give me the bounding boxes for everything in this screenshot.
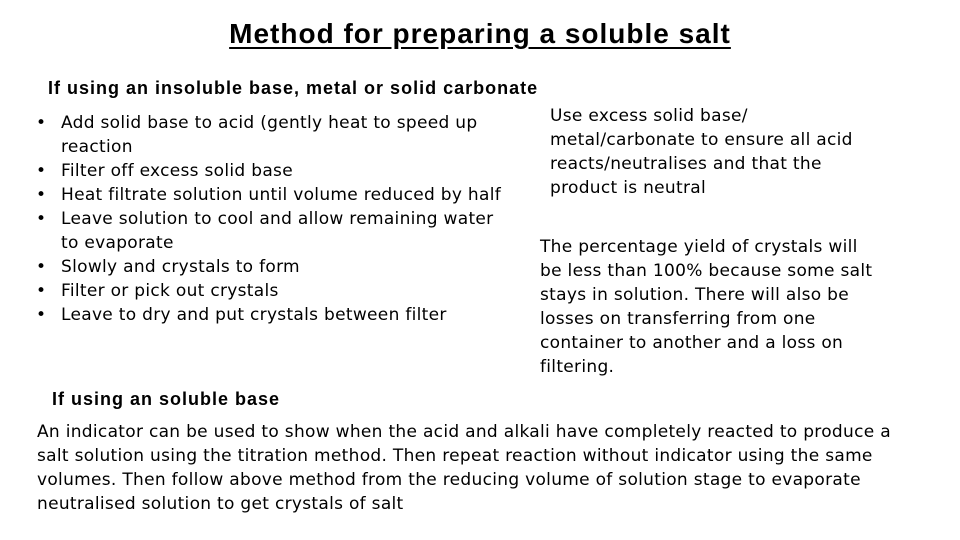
method-step-text: Filter off excess solid base <box>61 161 293 181</box>
bullet-icon: • <box>36 257 47 277</box>
method-step <box>36 207 516 255</box>
bullet-icon: • <box>36 209 47 229</box>
section-heading-insoluble-base: If using an insoluble base, metal or solid carbonate <box>48 78 539 98</box>
method-step <box>36 159 516 183</box>
page-title: Method for preparing a soluble salt <box>229 18 731 49</box>
bullet-icon: • <box>36 305 47 325</box>
method-step-text: Slowly and crystals to form <box>61 257 300 277</box>
method-step-text: Leave solution to cool and allow remaining water to evaporate <box>61 209 494 253</box>
method-steps-list <box>36 111 516 327</box>
method-step <box>36 183 516 207</box>
percentage-yield-note: The percentage yield of crystals will be less than 100% because some salt stays in solution. There will also be losses on transferring from one container to another and a loss on filtering. <box>540 237 873 377</box>
bullet-icon: • <box>36 281 47 301</box>
bullet-icon: • <box>36 161 47 181</box>
method-step <box>36 255 516 279</box>
method-step-text: Filter or pick out crystals <box>61 281 279 301</box>
method-step-text: Add solid base to acid (gently heat to speed up reaction <box>61 113 478 157</box>
bullet-icon: • <box>36 185 47 205</box>
method-step <box>36 279 516 303</box>
titration-method-paragraph: An indicator can be used to show when the acid and alkali have completely reacted to produce a salt solution using the titration method. Then repeat reaction without indicator using the same volumes. Then follow above method from the reducing volume of solution stage to evaporate neutralised solution to get crystals of salt <box>37 422 891 514</box>
method-step-text: Heat filtrate solution until volume reduced by half <box>61 185 502 205</box>
method-step-text: Leave to dry and put crystals between filter <box>61 305 447 325</box>
bullet-icon: • <box>36 113 47 133</box>
excess-reactant-note: Use excess solid base/ metal/carbonate to ensure all acid reacts/neutralises and that the product is neutral <box>550 106 853 198</box>
method-step <box>36 111 516 159</box>
method-step <box>36 303 516 327</box>
section-heading-soluble-base: If using an soluble base <box>52 389 281 409</box>
